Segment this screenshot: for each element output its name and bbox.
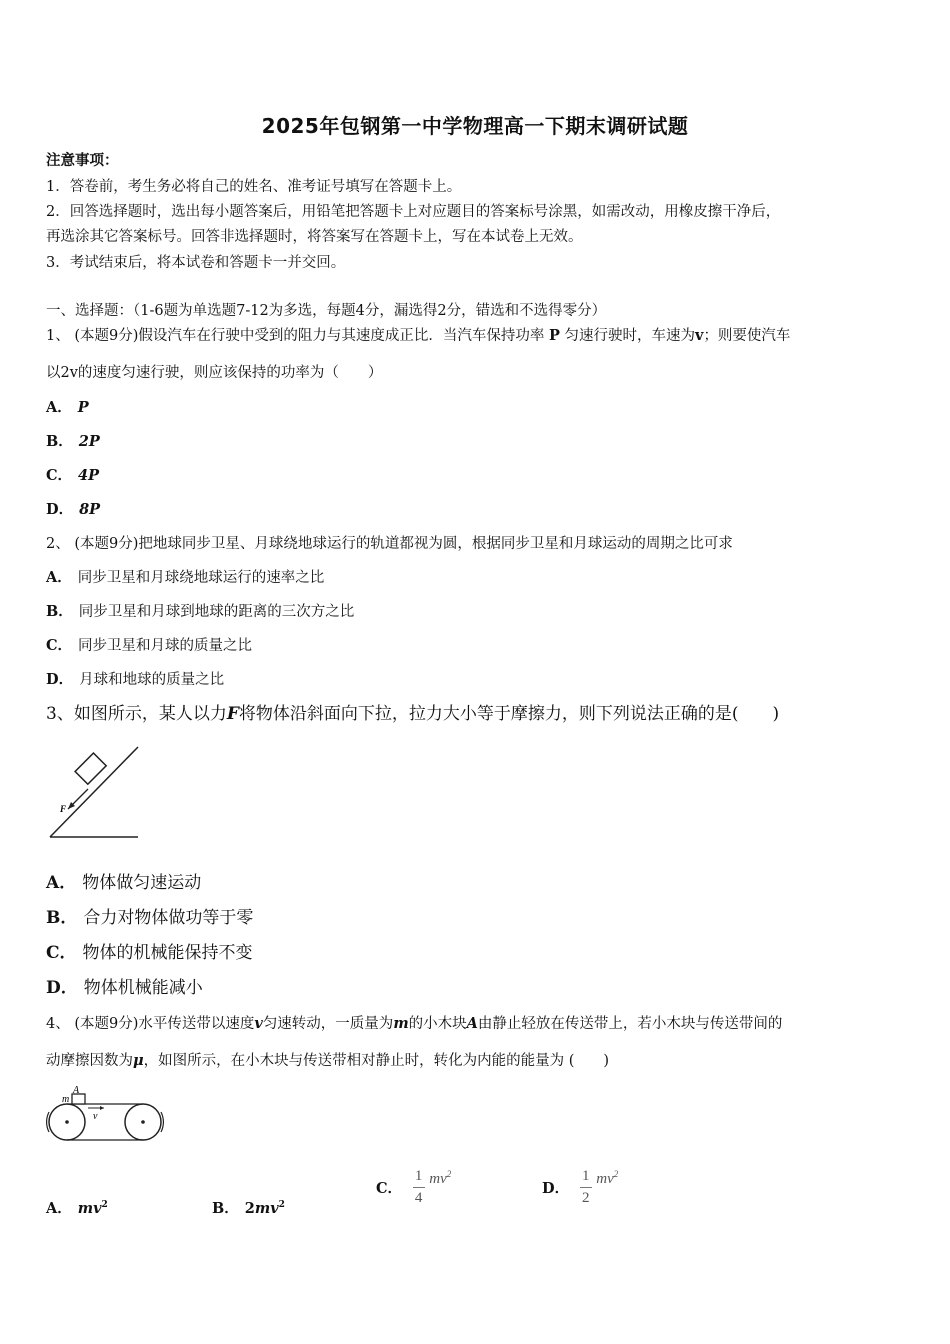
q2-option-d[interactable]	[46, 670, 224, 690]
option-letter: B．	[46, 908, 78, 928]
q3-stem-text-b: 将物体沿斜面向下拉，拉力大小等于摩擦力，则下列说法正确的是( )	[238, 704, 780, 724]
q1-stem-p: P	[548, 327, 560, 344]
option-text: 月球和地球的质量之比	[79, 672, 225, 688]
incline-figure	[46, 742, 146, 842]
q1-option-b[interactable]	[46, 432, 100, 452]
option-exponent: 2	[101, 1200, 108, 1210]
option-letter: D．	[46, 671, 74, 688]
option-text: 2P	[78, 433, 100, 450]
q1-stem-line1	[46, 326, 790, 346]
q4-text-d: 由静止轻放在传送带上，若小木块与传送带间的	[477, 1016, 783, 1032]
option-letter: D．	[46, 978, 78, 998]
option-expression	[429, 1171, 451, 1187]
notice-item-2: 2．回答选择题时，选出每小题答案后，用铅笔把答题卡上对应题目的答案标号涂黑，如需改动，用橡皮擦干净后，	[46, 204, 781, 220]
q4-stem-line2	[46, 1051, 609, 1071]
q2-option-a[interactable]	[46, 568, 324, 588]
q3-option-b[interactable]	[46, 908, 253, 928]
option-letter: A．	[46, 399, 72, 416]
q4-stem-line1	[46, 1014, 782, 1034]
option-text: 8P	[79, 501, 101, 518]
page-title: 2025年包钢第一中学物理高一下期末调研试题	[261, 114, 689, 138]
option-letter: C．	[46, 943, 77, 963]
q4-text-a: 4、 (本题9分)水平传送带以速度	[46, 1016, 255, 1032]
fraction-numerator: 1	[414, 1168, 423, 1184]
option-letter: A．	[46, 569, 72, 586]
q4-text-f: ，如图所示，在小木块与传送带相对静止时，转化为内能的能量为 ( )	[143, 1053, 610, 1069]
q3-stem	[46, 704, 779, 724]
option-text: mv	[429, 1171, 447, 1187]
option-letter: C．	[376, 1180, 403, 1197]
q4-v: v	[254, 1015, 263, 1032]
q4-option-a[interactable]	[46, 1195, 108, 1219]
option-exponent: 2	[278, 1200, 285, 1210]
option-text: mv	[596, 1171, 614, 1187]
wheel-axle	[141, 1120, 145, 1124]
option-text: 同步卫星和月球的质量之比	[78, 638, 253, 654]
option-letter: C．	[46, 467, 73, 484]
block-label-a: A	[73, 1086, 80, 1096]
q3-option-c[interactable]	[46, 943, 253, 963]
fraction-bar	[580, 1187, 592, 1188]
q2-stem: 2、 (本题9分)把地球同步卫星、月球绕地球运行的轨道都视为圆，根据同步卫星和月球运动的周期之比可求	[46, 536, 733, 552]
q1-stem-text-a: 1、 (本题9分)假设汽车在行驶中受到的阻力与其速度成正比．当汽车保持功率	[46, 328, 545, 344]
option-letter: B．	[46, 603, 73, 620]
q1-stem-text-c: ；则要使汽车	[703, 328, 791, 344]
option-text: 同步卫星和月球到地球的距离的三次方之比	[78, 604, 355, 620]
q4-text-e: 动摩擦因数为	[46, 1053, 133, 1069]
q1-option-d[interactable]	[46, 500, 100, 520]
option-letter: A．	[46, 873, 77, 893]
fraction-bar	[413, 1187, 425, 1188]
q4-text-c: 的小木块	[408, 1016, 467, 1032]
notice-heading: 注意事项：	[46, 152, 119, 169]
fraction-numerator: 1	[581, 1168, 590, 1184]
q4-option-d[interactable]	[542, 1168, 618, 1207]
q3-option-d[interactable]	[46, 978, 203, 998]
q2-option-b[interactable]	[46, 602, 354, 622]
option-text: mv	[254, 1199, 279, 1217]
option-text: 物体做匀速运动	[82, 873, 202, 893]
notice-item-3: 3．考试结束后，将本试卷和答题卡一并交回。	[46, 255, 346, 271]
q1-option-c[interactable]	[46, 466, 99, 486]
option-expression	[596, 1171, 618, 1187]
q1-stem-line2: 以2v的速度匀速行驶，则应该保持的功率为（ ）	[46, 365, 383, 381]
option-letter: B．	[46, 433, 73, 450]
fraction-denominator: 4	[414, 1190, 423, 1206]
option-letter: C．	[46, 637, 73, 654]
incline-block	[75, 753, 106, 784]
q3-stem-text-a: 3、如图所示，某人以力	[46, 704, 227, 724]
option-text: mv	[77, 1199, 102, 1217]
q4-mu: μ	[133, 1052, 144, 1069]
notice-item-1: 1．答卷前，考生务必将自己的姓名、准考证号填写在答题卡上。	[46, 179, 462, 195]
option-letter: D．	[542, 1180, 570, 1197]
fraction-denominator: 2	[581, 1190, 590, 1206]
conveyor-figure	[44, 1086, 166, 1144]
option-text: 合力对物体做功等于零	[83, 908, 254, 928]
q3-option-a[interactable]	[46, 873, 201, 893]
velocity-label: v	[93, 1111, 98, 1122]
q1-option-a[interactable]	[46, 398, 89, 418]
q4-option-b[interactable]	[212, 1195, 285, 1219]
fraction-one-half	[580, 1168, 592, 1207]
option-letter: B．	[212, 1199, 239, 1217]
q4-option-c[interactable]	[376, 1168, 451, 1207]
block-label-m: m	[62, 1094, 70, 1105]
q3-stem-f: F	[226, 704, 239, 724]
option-text: P	[77, 399, 89, 416]
option-coefficient: 2	[244, 1199, 255, 1217]
notice-item-2-cont: 再选涂其它答案标号。回答非选择题时，将答案写在答题卡上，写在本试卷上无效。	[46, 229, 583, 245]
wheel-axle	[65, 1120, 69, 1124]
q2-option-c[interactable]	[46, 636, 252, 656]
option-text: 物体的机械能保持不变	[82, 943, 253, 963]
option-letter: D．	[46, 501, 74, 518]
option-text: 物体机械能减小	[83, 978, 203, 998]
velocity-arrowhead	[100, 1106, 104, 1110]
force-label: F	[60, 804, 67, 814]
q4-m: m	[393, 1015, 409, 1032]
option-exponent: 2	[446, 1169, 452, 1179]
section-header: 一、选择题：（1-6题为单选题7-12为多选，每题4分，漏选得2分，错选和不选得零分）	[46, 303, 607, 319]
q4-A: A	[466, 1015, 478, 1032]
option-exponent: 2	[613, 1169, 619, 1179]
q4-text-b: 匀速转动，一质量为	[262, 1016, 394, 1032]
fraction-one-quarter	[413, 1168, 425, 1207]
option-letter: A．	[46, 1199, 72, 1217]
q1-stem-v: v	[695, 327, 704, 344]
option-text: 同步卫星和月球绕地球运行的速率之比	[77, 570, 325, 586]
q1-stem-text-b: 匀速行驶时，车速为	[564, 328, 695, 344]
option-text: 4P	[78, 467, 100, 484]
